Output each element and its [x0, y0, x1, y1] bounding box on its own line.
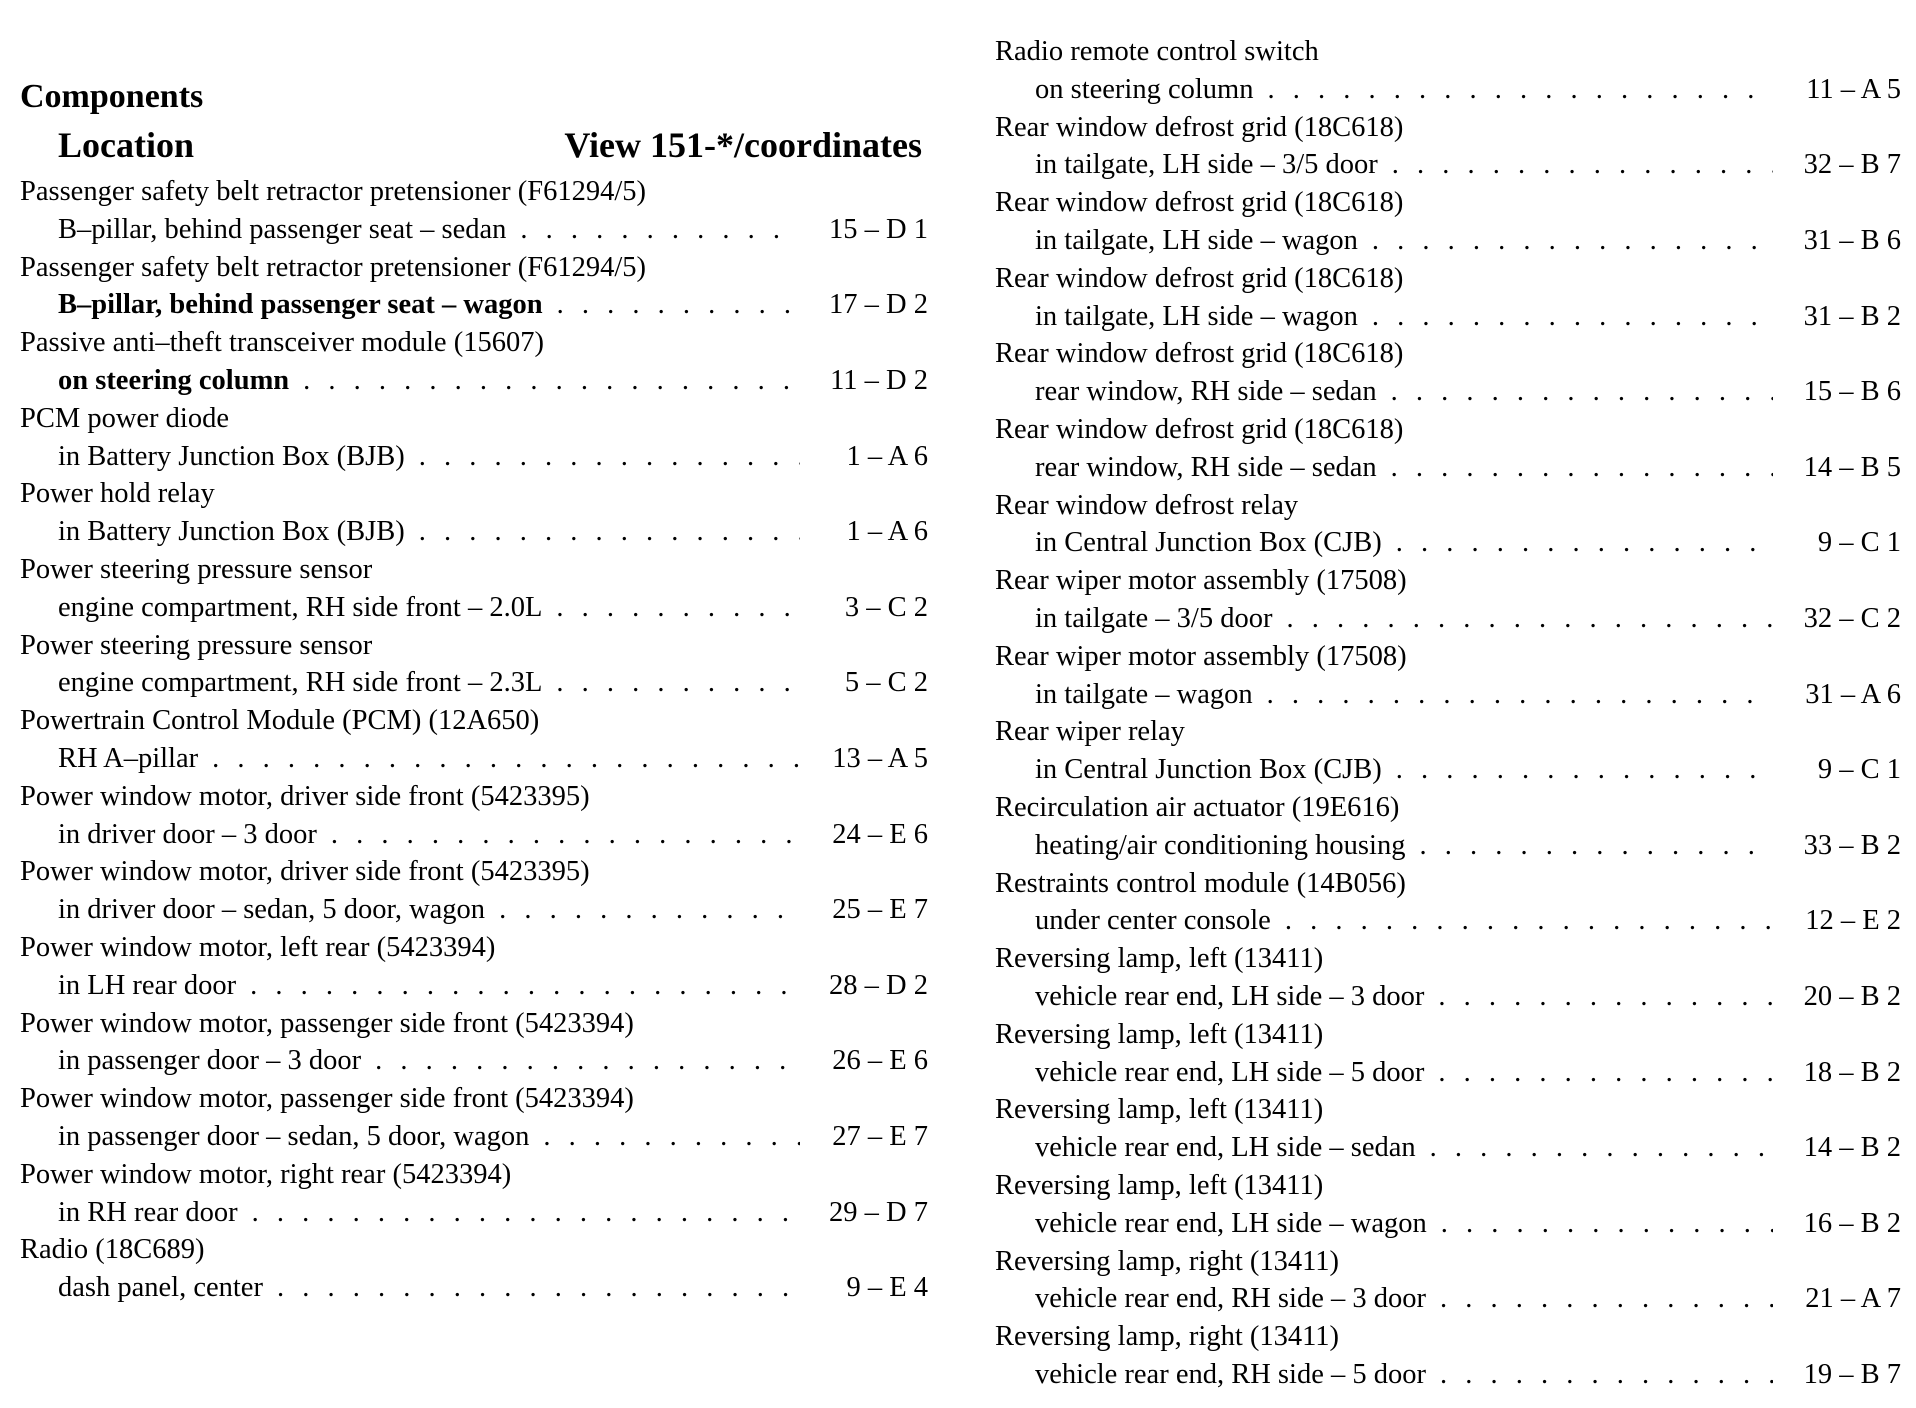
component-location: vehicle rear end, LH side – 5 door: [1035, 1056, 1425, 1088]
component-location-row: [20, 286, 928, 324]
component-location-row: [995, 1129, 1901, 1167]
component-location-row: [995, 978, 1901, 1016]
component-location: in tailgate, LH side – wagon: [1035, 300, 1358, 332]
component-name: Rear window defrost grid (18C618): [995, 338, 1404, 370]
dot-leader: [520, 211, 800, 249]
component-entry: [995, 1016, 1901, 1092]
component-location: in passenger door – 3 door: [58, 1045, 362, 1077]
component-entry: [995, 33, 1901, 109]
dot-leader: [1440, 1356, 1773, 1394]
component-entry: [995, 713, 1901, 789]
component-location-row: [20, 1269, 928, 1307]
component-location: in tailgate, LH side – wagon: [1035, 224, 1358, 256]
view-coordinate: 20 – B 2: [1803, 980, 1901, 1012]
dot-leader: [419, 438, 800, 476]
component-location-row: [20, 816, 928, 854]
component-location: vehicle rear end, RH side – 3 door: [1035, 1283, 1426, 1315]
component-name: Reversing lamp, left (13411): [995, 1018, 1324, 1050]
view-coordinate: 31 – B 2: [1803, 300, 1901, 332]
dot-leader: [252, 1194, 800, 1232]
dot-leader: [331, 816, 800, 854]
component-location-row: [20, 740, 928, 778]
component-location-row: [20, 1118, 928, 1156]
component-name: Rear window defrost grid (18C618): [995, 111, 1404, 143]
component-location-row: [20, 589, 928, 627]
view-coordinate: 13 – A 5: [832, 742, 928, 774]
component-entry: [995, 1318, 1901, 1394]
dot-leader: [1267, 71, 1773, 109]
component-location: vehicle rear end, RH side – 5 door: [1035, 1358, 1426, 1390]
view-coordinate: 32 – B 7: [1803, 149, 1901, 181]
component-location-row: [995, 751, 1901, 789]
component-name: Radio remote control switch: [995, 36, 1319, 67]
component-location-row: [995, 449, 1901, 487]
dot-leader: [556, 589, 800, 627]
component-location: vehicle rear end, LH side – sedan: [1035, 1132, 1416, 1164]
component-location-row: [995, 600, 1901, 638]
dot-leader: [1392, 146, 1773, 184]
view-coordinate: 11 – D 2: [830, 364, 928, 396]
component-name: Rear wiper relay: [995, 716, 1185, 748]
component-name: Reversing lamp, left (13411): [995, 1169, 1324, 1201]
dot-leader: [419, 513, 800, 551]
dot-leader: [1372, 222, 1773, 260]
page-title: Components: [20, 78, 204, 115]
component-location: B–pillar, behind passenger seat – sedan: [58, 213, 507, 245]
component-location-row: [995, 373, 1901, 411]
dot-leader: [1438, 1054, 1773, 1092]
component-entry: [995, 1243, 1901, 1319]
component-location-row: [995, 146, 1901, 184]
component-location: in LH rear door: [58, 969, 237, 1001]
component-location: in passenger door – sedan, 5 door, wagon: [58, 1120, 530, 1152]
component-location: vehicle rear end, LH side – wagon: [1035, 1207, 1427, 1239]
view-coordinate: 9 – C 1: [1817, 527, 1901, 559]
component-name: Rear window defrost grid (18C618): [995, 262, 1404, 294]
component-entry: [20, 929, 928, 1005]
component-location-row: [20, 891, 928, 929]
column-header: [20, 123, 928, 167]
component-location-row: [995, 222, 1901, 260]
view-coordinate: 19 – B 7: [1803, 1358, 1901, 1390]
component-entry: [20, 627, 928, 703]
component-name: Power window motor, passenger side front (5423394): [20, 1007, 634, 1039]
dot-leader: [1441, 1205, 1773, 1243]
dot-leader: [1396, 524, 1773, 562]
component-location-row: [995, 827, 1901, 865]
component-location: in driver door – 3 door: [58, 818, 317, 850]
location-header: Location: [58, 125, 195, 165]
left-entry-list: [20, 173, 928, 1307]
component-entry: [995, 789, 1901, 865]
component-name: Reversing lamp, right (13411): [995, 1245, 1340, 1277]
component-location-row: [20, 1042, 928, 1080]
component-entry: [20, 249, 928, 325]
component-name: Power window motor, right rear (5423394): [20, 1158, 512, 1190]
view-coordinate: 15 – D 1: [829, 213, 928, 245]
component-name: Restraints control module (14B056): [995, 867, 1406, 899]
view-coordinate: 16 – B 2: [1803, 1207, 1901, 1239]
component-location-row: [20, 513, 928, 551]
component-location: in driver door – sedan, 5 door, wagon: [58, 894, 486, 926]
view-coordinate: 11 – A 5: [1806, 73, 1901, 105]
component-name: Rear window defrost grid (18C618): [995, 187, 1404, 219]
component-location-row: [20, 438, 928, 476]
component-location: in Battery Junction Box (BJB): [58, 516, 405, 548]
component-entry: [995, 1167, 1901, 1243]
component-entry: [995, 638, 1901, 714]
component-entry: [20, 1080, 928, 1156]
component-entry: [995, 940, 1901, 1016]
view-coordinate: 12 – E 2: [1805, 905, 1901, 937]
component-location: RH A–pillar: [58, 742, 199, 774]
component-location-row: [995, 298, 1901, 336]
view-coordinate: 1 – A 6: [846, 440, 928, 472]
component-name: Power window motor, left rear (5423394): [20, 931, 496, 963]
component-location: B–pillar, behind passenger seat – wagon: [58, 289, 543, 321]
component-entry: [995, 562, 1901, 638]
dot-leader: [212, 740, 800, 778]
component-entry: [20, 778, 928, 854]
component-entry: [995, 411, 1901, 487]
component-location: in tailgate, LH side – 3/5 door: [1035, 149, 1378, 181]
component-entry: [20, 1005, 928, 1081]
dot-leader: [1285, 902, 1773, 940]
component-entry: [20, 324, 928, 400]
dot-leader: [557, 286, 800, 324]
dot-leader: [1372, 298, 1773, 336]
component-name: Passenger safety belt retractor pretensioner (F61294/5): [20, 176, 646, 207]
component-location: rear window, RH side – sedan: [1035, 451, 1377, 483]
right-entry-list: [995, 33, 1901, 1394]
component-name: Rear wiper motor assembly (17508): [995, 565, 1407, 597]
view-coordinate: 24 – E 6: [832, 818, 928, 850]
component-entry: [995, 865, 1901, 941]
view-coordinate: 9 – E 4: [846, 1272, 928, 1304]
component-location: engine compartment, RH side front – 2.3L: [58, 667, 543, 699]
component-location: under center console: [1035, 905, 1271, 937]
dot-leader: [1391, 449, 1773, 487]
component-name: Power window motor, driver side front (5423395): [20, 780, 590, 812]
component-location: on steering column: [58, 364, 290, 396]
component-entry: [20, 173, 928, 249]
component-location-row: [995, 1054, 1901, 1092]
component-name: Reversing lamp, right (13411): [995, 1321, 1340, 1353]
dot-leader: [543, 1118, 800, 1156]
component-entry: [20, 551, 928, 627]
view-coordinate: 18 – B 2: [1803, 1056, 1901, 1088]
component-location: in RH rear door: [58, 1196, 238, 1228]
component-name: Radio (18C689): [20, 1234, 205, 1266]
view-coordinate: 17 – D 2: [829, 289, 928, 321]
dot-leader: [1286, 600, 1773, 638]
component-name: Rear window defrost relay: [995, 489, 1299, 521]
view-coordinate: 25 – E 7: [832, 894, 928, 926]
right-column: [995, 33, 1901, 1394]
component-entry: [995, 260, 1901, 336]
dot-leader: [556, 664, 800, 702]
dot-leader: [1438, 978, 1773, 1016]
component-name: Reversing lamp, left (13411): [995, 1094, 1324, 1126]
component-location: in Central Junction Box (CJB): [1035, 754, 1382, 786]
component-location-row: [995, 524, 1901, 562]
component-location: in Central Junction Box (CJB): [1035, 527, 1382, 559]
component-entry: [995, 487, 1901, 563]
component-location: heating/air conditioning housing: [1035, 829, 1406, 861]
component-name: Power window motor, passenger side front (5423394): [20, 1083, 634, 1115]
component-name: Passenger safety belt retractor pretensioner (F61294/5): [20, 251, 646, 283]
component-location: dash panel, center: [58, 1272, 263, 1304]
view-coordinate: 14 – B 2: [1803, 1132, 1901, 1164]
dot-leader: [1419, 827, 1773, 865]
component-name: Power steering pressure sensor: [20, 629, 373, 661]
component-location-row: [20, 967, 928, 1005]
component-name: Power steering pressure sensor: [20, 553, 373, 585]
view-coordinate: 27 – E 7: [832, 1120, 928, 1152]
dot-leader: [250, 967, 800, 1005]
component-entry: [995, 109, 1901, 185]
view-coordinate: 28 – D 2: [829, 969, 928, 1001]
component-name: Recirculation air actuator (19E616): [995, 791, 1400, 823]
dot-leader: [1267, 676, 1773, 714]
dot-leader: [1440, 1280, 1773, 1318]
component-location: in Battery Junction Box (BJB): [58, 440, 405, 472]
view-coordinate: 31 – A 6: [1805, 678, 1901, 710]
view-coordinate: 5 – C 2: [844, 667, 928, 699]
component-name: PCM power diode: [20, 402, 229, 434]
component-location-row: [995, 676, 1901, 714]
view-coordinate: 31 – B 6: [1803, 224, 1901, 256]
component-location: rear window, RH side – sedan: [1035, 376, 1377, 408]
view-coordinate: 33 – B 2: [1803, 829, 1901, 861]
component-location-row: [995, 1205, 1901, 1243]
dot-leader: [499, 891, 800, 929]
component-entry: [995, 1091, 1901, 1167]
view-coordinate: 32 – C 2: [1803, 602, 1901, 634]
component-entry: [995, 335, 1901, 411]
component-entry: [20, 1231, 928, 1307]
view-coordinate: 26 – E 6: [832, 1045, 928, 1077]
component-name: Power window motor, driver side front (5423395): [20, 856, 590, 888]
view-coordinate: 1 – A 6: [846, 516, 928, 548]
component-location-row: [20, 1194, 928, 1232]
view-coordinate: 29 – D 7: [829, 1196, 928, 1228]
component-location: in tailgate – wagon: [1035, 678, 1253, 710]
view-coordinates-header: View 151-*/coordinates: [564, 125, 922, 165]
view-coordinate: 9 – C 1: [1817, 754, 1901, 786]
component-name: Reversing lamp, left (13411): [995, 943, 1324, 975]
component-location: engine compartment, RH side front – 2.0L: [58, 591, 543, 623]
component-name: Powertrain Control Module (PCM) (12A650): [20, 705, 540, 737]
component-location: in tailgate – 3/5 door: [1035, 602, 1273, 634]
component-location-row: [995, 71, 1901, 109]
component-entry: [20, 400, 928, 476]
component-entry: [995, 184, 1901, 260]
component-location-row: [995, 902, 1901, 940]
component-location-row: [995, 1356, 1901, 1394]
component-entry: [20, 702, 928, 778]
left-column: [20, 77, 928, 1307]
component-entry: [20, 475, 928, 551]
view-coordinate: 14 – B 5: [1803, 451, 1901, 483]
view-coordinate: 21 – A 7: [1805, 1283, 1901, 1315]
view-coordinate: 15 – B 6: [1803, 376, 1901, 408]
component-location-row: [995, 1280, 1901, 1318]
component-name: Passive anti–theft transceiver module (15607): [20, 327, 544, 359]
component-name: Rear window defrost grid (18C618): [995, 413, 1404, 445]
dot-leader: [1396, 751, 1773, 789]
component-location-row: [20, 362, 928, 400]
component-entry: [20, 853, 928, 929]
dot-leader: [375, 1042, 800, 1080]
dot-leader: [303, 362, 800, 400]
component-location-row: [20, 211, 928, 249]
component-location-row: [20, 664, 928, 702]
component-name: Rear wiper motor assembly (17508): [995, 640, 1407, 672]
component-location: on steering column: [1035, 73, 1254, 105]
component-entry: [20, 1156, 928, 1232]
dot-leader: [277, 1269, 800, 1307]
component-name: Power hold relay: [20, 478, 215, 510]
component-location: vehicle rear end, LH side – 3 door: [1035, 980, 1425, 1012]
view-coordinate: 3 – C 2: [844, 591, 928, 623]
dot-leader: [1391, 373, 1773, 411]
dot-leader: [1430, 1129, 1773, 1167]
